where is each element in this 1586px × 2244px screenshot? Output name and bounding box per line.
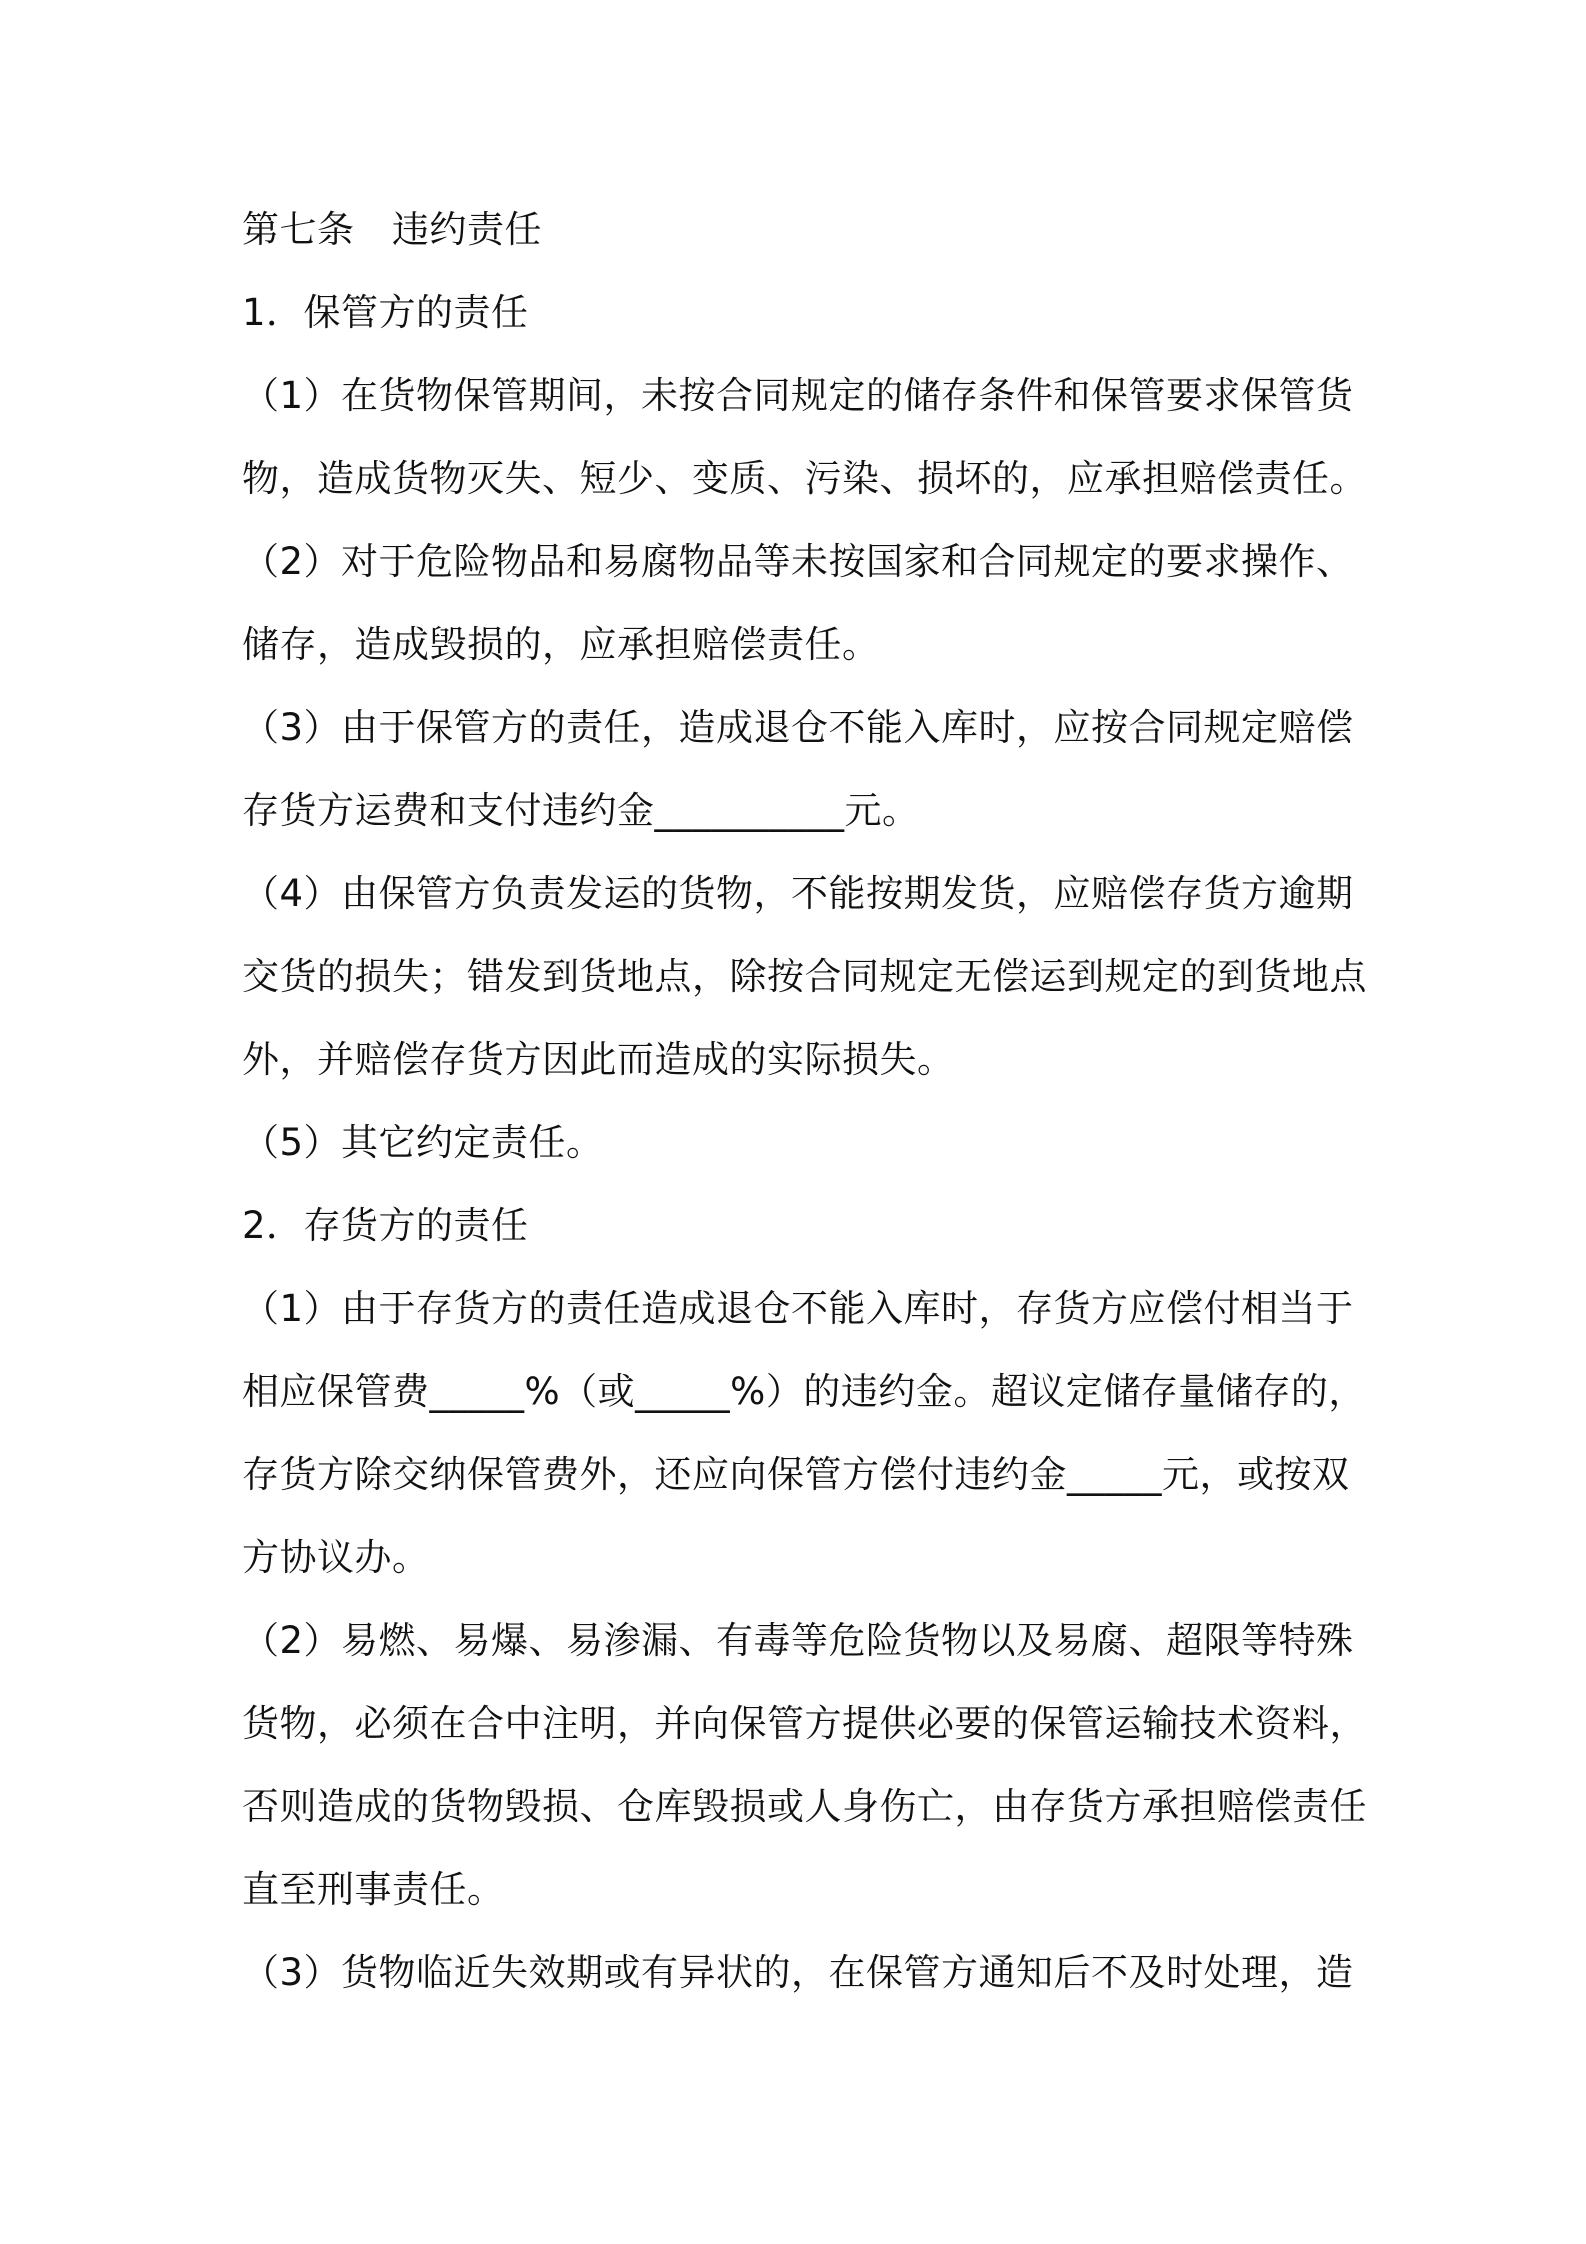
paragraph-line: （4）由保管方负责发运的货物，不能按期发货，应赔偿存货方逾期 <box>242 872 1354 915</box>
paragraph-line: 直至刑事责任。 <box>242 1868 505 1911</box>
paragraph-line: （1）由于存货方的责任造成退仓不能入库时，存货方应偿付相当于 <box>242 1287 1354 1330</box>
article-heading: 第七条 违约责任 <box>242 208 542 251</box>
section-heading-custodian: 1．保管方的责任 <box>242 291 529 334</box>
paragraph-line: 存货方运费和支付违约金__________元。 <box>242 789 920 832</box>
paragraph-line: 货物，必须在合中注明，并向保管方提供必要的保管运输技术资料， <box>242 1702 1367 1745</box>
paragraph-line: 物，造成货物灭失、短少、变质、污染、损坏的，应承担赔偿责任。 <box>242 457 1367 500</box>
paragraph-line: （2）易燃、易爆、易渗漏、有毒等危险货物以及易腐、超限等特殊 <box>242 1619 1354 1662</box>
paragraph-line: 储存，造成毁损的，应承担赔偿责任。 <box>242 623 880 666</box>
paragraph-line: 方协议办。 <box>242 1536 430 1579</box>
paragraph-line: 交货的损失；错发到货地点，除按合同规定无偿运到规定的到货地点 <box>242 955 1367 998</box>
paragraph-line: （1）在货物保管期间，未按合同规定的储存条件和保管要求保管货 <box>242 374 1354 417</box>
paragraph-line: 存货方除交纳保管费外，还应向保管方偿付违约金_____元，或按双 <box>242 1453 1350 1496</box>
paragraph-line: （3）货物临近失效期或有异状的，在保管方通知后不及时处理，造 <box>242 1951 1354 1994</box>
paragraph-line: （2）对于危险物品和易腐物品等未按国家和合同规定的要求操作、 <box>242 540 1354 583</box>
paragraph-line: 否则造成的货物毁损、仓库毁损或人身伤亡，由存货方承担赔偿责任 <box>242 1785 1367 1828</box>
paragraph-line: （3）由于保管方的责任，造成退仓不能入库时，应按合同规定赔偿 <box>242 706 1354 749</box>
section-heading-depositor: 2．存货方的责任 <box>242 1204 529 1247</box>
paragraph-line: 相应保管费_____%（或_____%）的违约金。超议定储存量储存的， <box>242 1370 1366 1413</box>
paragraph-line: （5）其它约定责任。 <box>242 1121 604 1164</box>
paragraph-line: 外，并赔偿存货方因此而造成的实际损失。 <box>242 1038 955 1081</box>
